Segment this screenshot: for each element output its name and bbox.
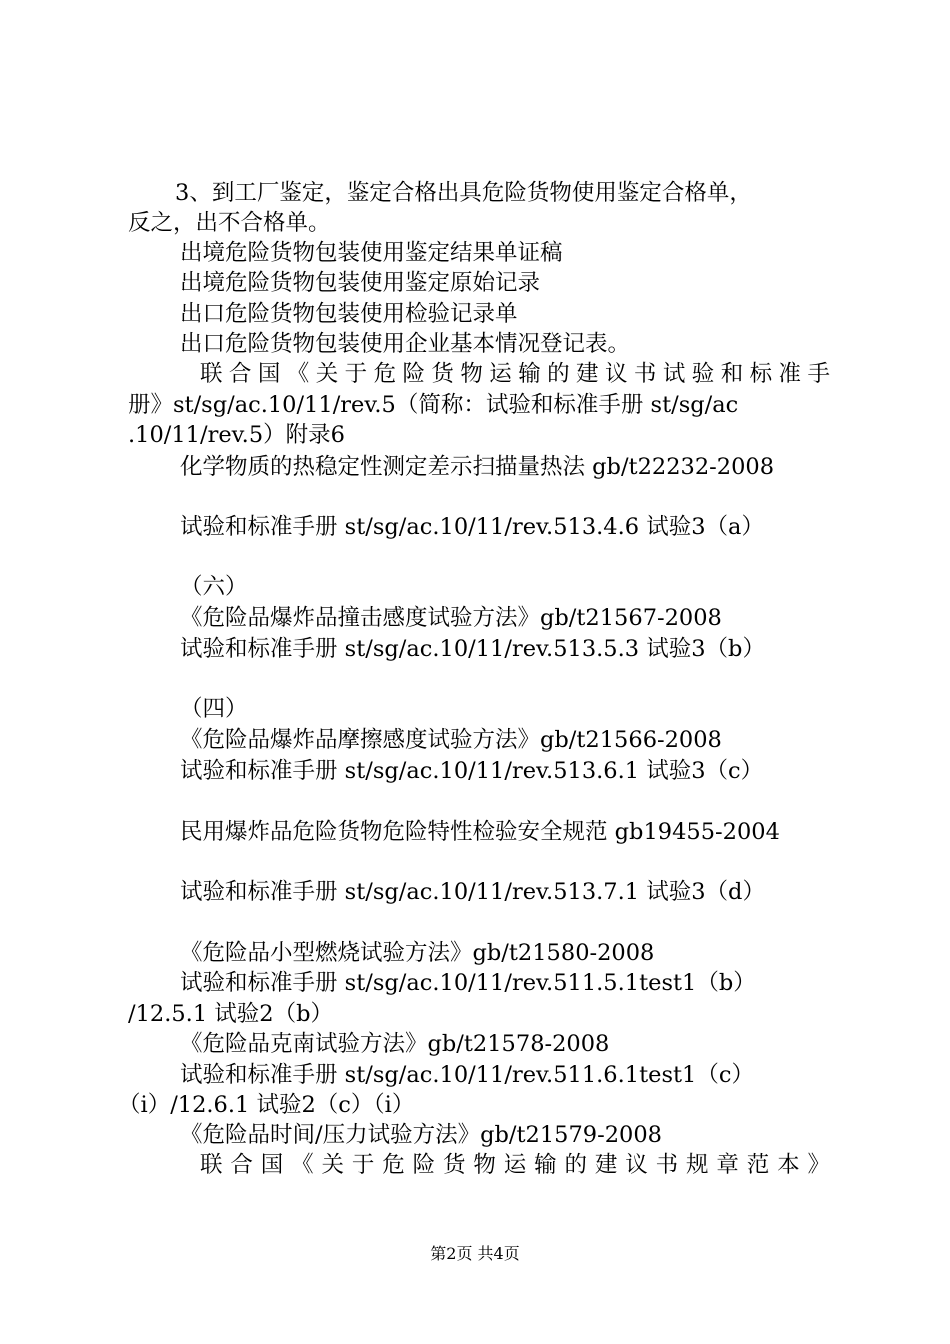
paragraph-line: （六） [180, 574, 248, 600]
page-number-footer: 第2页 共4页 [430, 1244, 520, 1263]
paragraph-line: 民用爆炸品危险货物危险特性检验安全规范 gb19455-2004 [180, 819, 780, 845]
paragraph-line: 试验和标准手册 st/sg/ac.10/11/rev.513.6.1 试验3（c） [180, 758, 764, 784]
paragraph-line: 《危险品时间/压力试验方法》gb/t21579-2008 [180, 1122, 662, 1148]
paragraph-line: 《危险品小型燃烧试验方法》gb/t21580-2008 [180, 940, 655, 966]
paragraph-line: 联合国《关于危险货物运输的建议书规章范本》 [200, 1152, 830, 1178]
paragraph-line: .10/11/rev.5）附录6 [128, 422, 345, 448]
paragraph-line: 出口危险货物包装使用检验记录单 [180, 301, 518, 327]
paragraph-line: 试验和标准手册 st/sg/ac.10/11/rev.513.4.6 试验3（a） [180, 514, 764, 540]
paragraph-line: 《危险品克南试验方法》gb/t21578-2008 [180, 1031, 610, 1057]
paragraph-line: 《危险品爆炸品摩擦感度试验方法》gb/t21566-2008 [180, 727, 722, 753]
paragraph-line: （i）/12.6.1 试验2（c）（i） [118, 1092, 415, 1118]
paragraph-line: 出境危险货物包装使用鉴定原始记录 [180, 270, 541, 296]
paragraph-line: 出境危险货物包装使用鉴定结果单证稿 [180, 240, 563, 266]
paragraph-line: 化学物质的热稳定性测定差示扫描量热法 gb/t22232-2008 [180, 454, 775, 480]
paragraph-line: 《危险品爆炸品撞击感度试验方法》gb/t21567-2008 [180, 605, 722, 631]
paragraph-line: 联合国《关于危险货物运输的建议书试验和标准手 [200, 361, 830, 387]
paragraph-line: 册》st/sg/ac.10/11/rev.5（简称：试验和标准手册 st/sg/ac [128, 392, 739, 418]
paragraph-line: 试验和标准手册 st/sg/ac.10/11/rev.511.6.1test1（c） [180, 1062, 754, 1088]
paragraph-line: 试验和标准手册 st/sg/ac.10/11/rev.511.5.1test1（b） [180, 970, 756, 996]
paragraph-line: 出口危险货物包装使用企业基本情况登记表。 [180, 331, 631, 357]
paragraph-line: （四） [180, 696, 248, 722]
paragraph-line: 3、到工厂鉴定，鉴定合格出具危险货物使用鉴定合格单， [175, 180, 752, 206]
paragraph-line: 试验和标准手册 st/sg/ac.10/11/rev.513.5.3 试验3（b） [180, 636, 765, 662]
paragraph-line: /12.5.1 试验2（b） [128, 1001, 334, 1027]
paragraph-line: 试验和标准手册 st/sg/ac.10/11/rev.513.7.1 试验3（d） [180, 879, 765, 905]
paragraph-line: 反之，出不合格单。 [128, 210, 331, 236]
